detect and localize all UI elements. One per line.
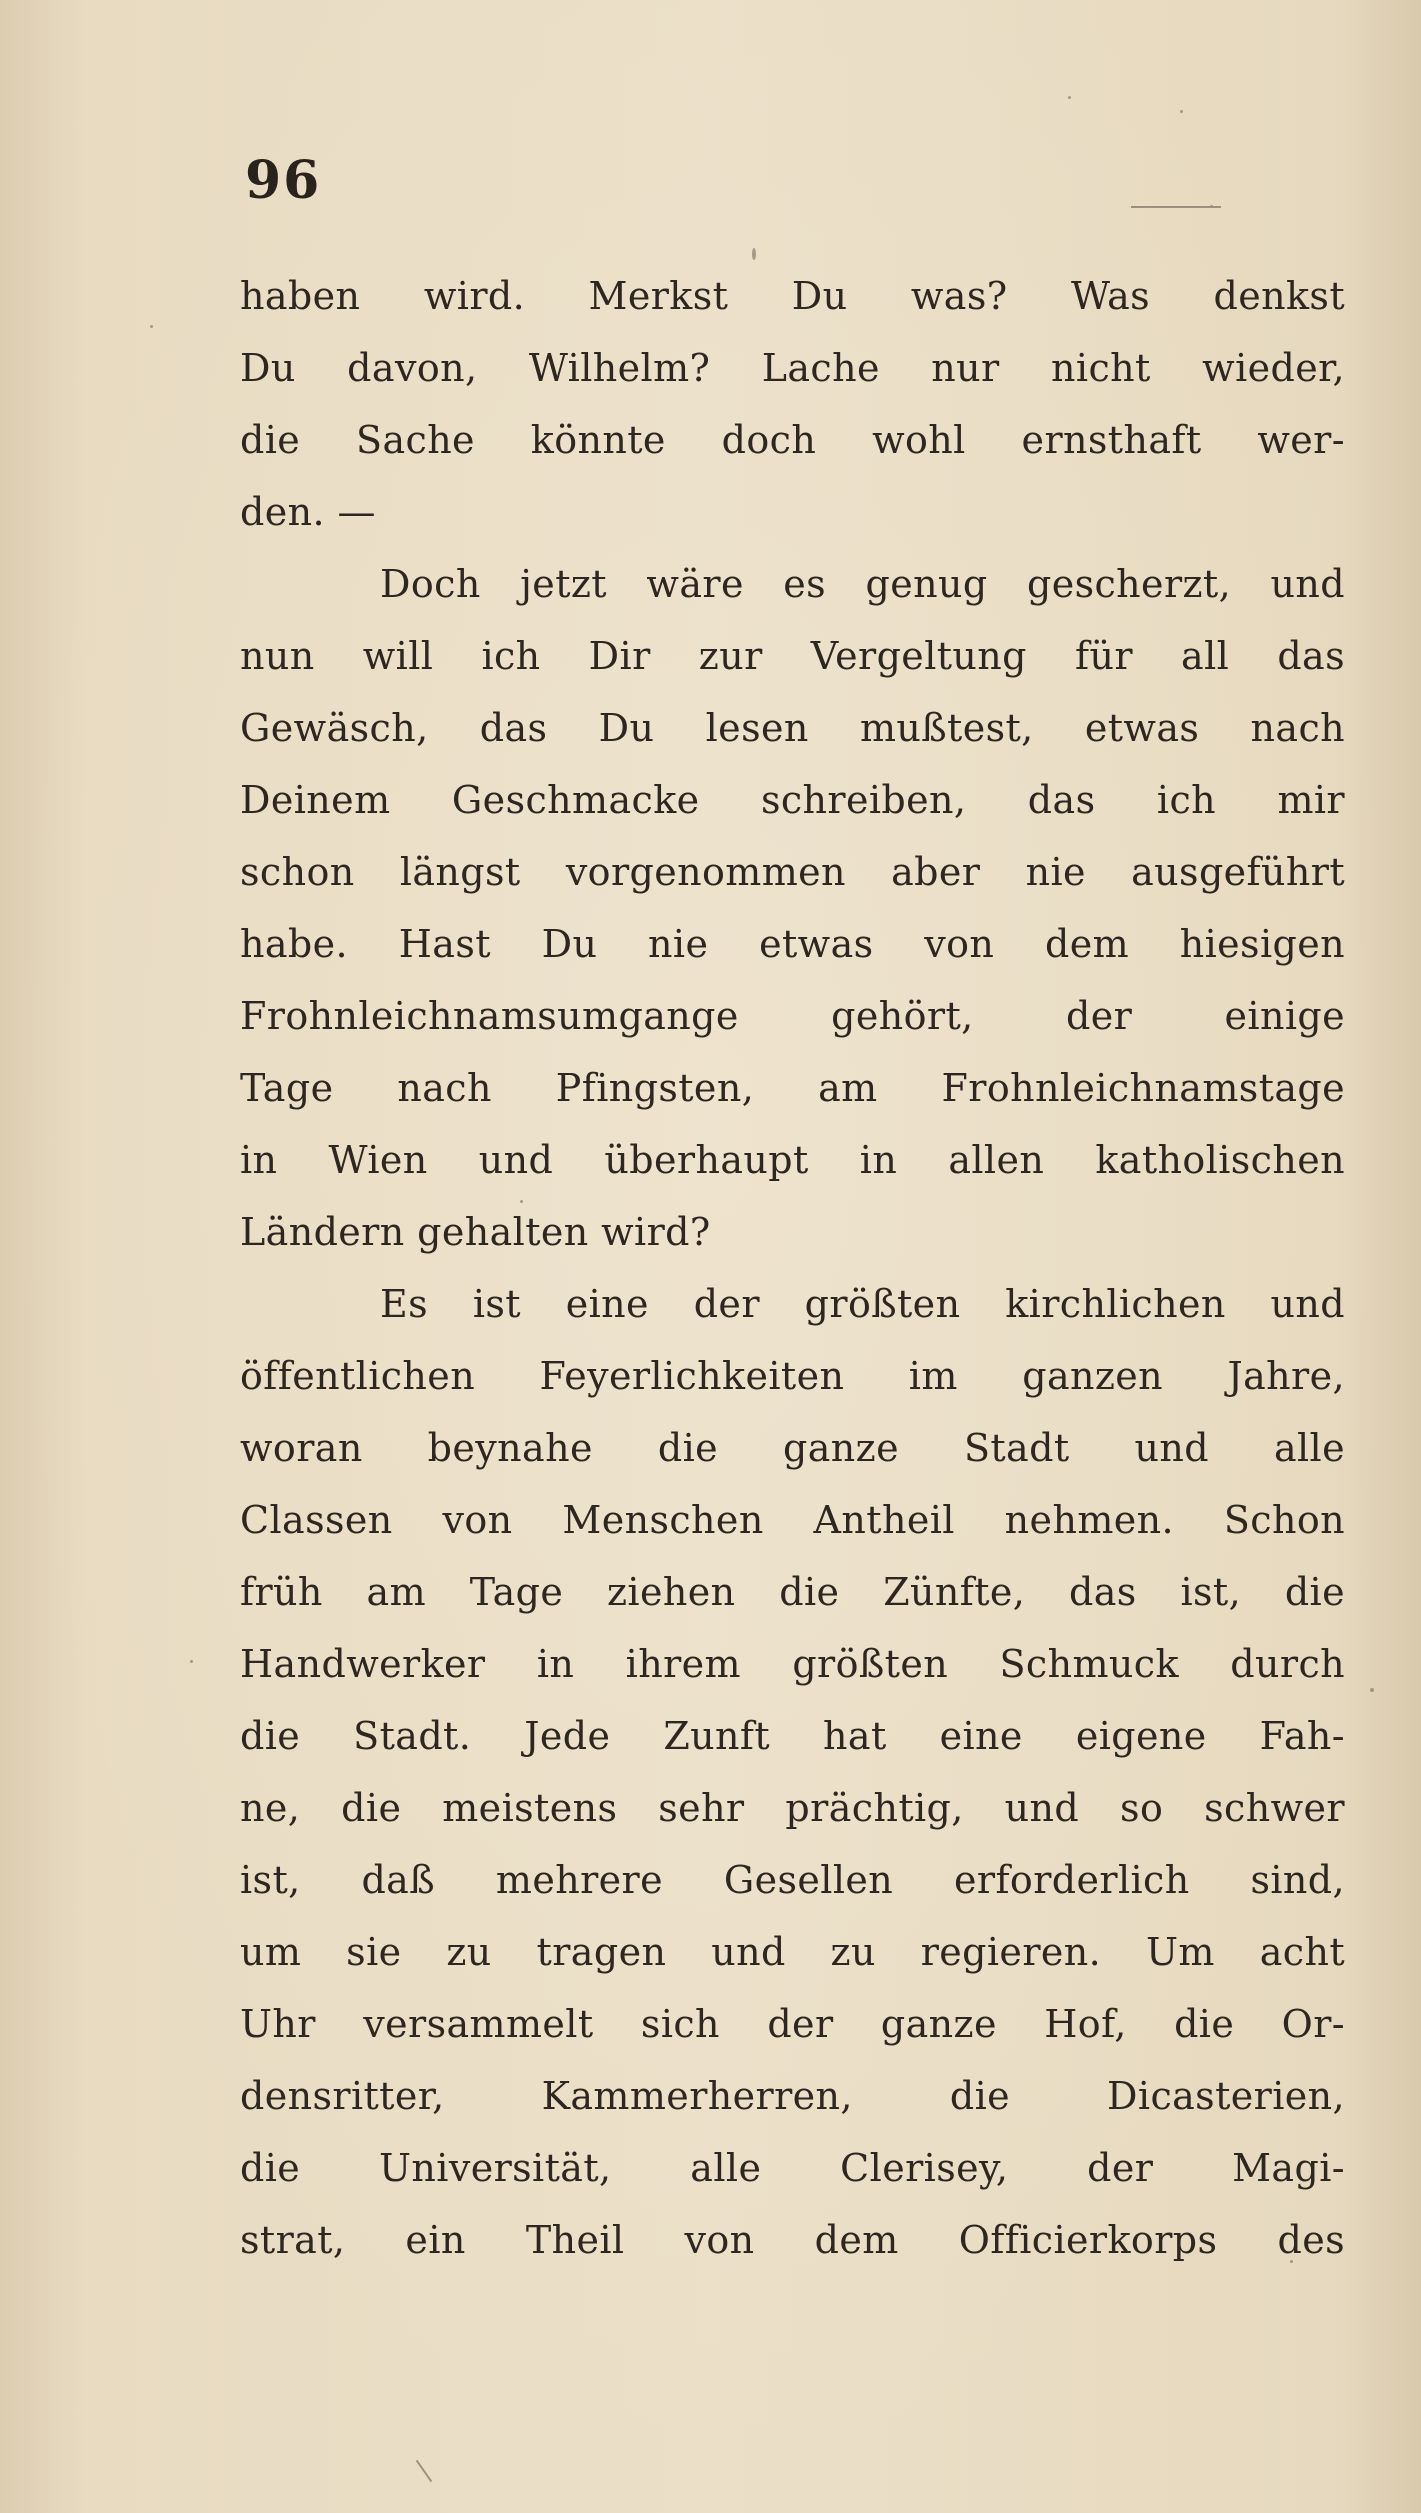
paper-speck bbox=[1180, 110, 1183, 113]
text-line: haben wird. Merkst Du was? Was denkst bbox=[240, 274, 1345, 318]
paper-speck bbox=[1068, 96, 1071, 99]
text-line: Du davon, Wilhelm? Lache nur nicht wieder, bbox=[240, 346, 1345, 390]
text-line: schon längst vorgenommen aber nie ausgeführt bbox=[240, 850, 1345, 894]
text-line: woran beynahe die ganze Stadt und alle bbox=[240, 1426, 1345, 1470]
text-line: Handwerker in ihrem größten Schmuck durch bbox=[240, 1642, 1345, 1686]
text-line: die Universität, alle Clerisey, der Magi- bbox=[240, 2146, 1345, 2190]
text-line: nun will ich Dir zur Vergeltung für all das bbox=[240, 634, 1345, 678]
text-line: den. — bbox=[240, 490, 376, 534]
running-header bbox=[245, 150, 1221, 210]
text-line: Gewäsch, das Du lesen mußtest, etwas nach bbox=[240, 706, 1345, 750]
paper-mark bbox=[416, 2460, 433, 2482]
text-line: öffentlichen Feyerlichkeiten im ganzen Jahre, bbox=[240, 1354, 1345, 1398]
page-number: 96 bbox=[245, 150, 322, 211]
text-line: Frohnleichnamsumgange gehört, der einige bbox=[240, 994, 1345, 1038]
paper-speck bbox=[752, 248, 756, 260]
text-line: die Stadt. Jede Zunft hat eine eigene Fah- bbox=[240, 1714, 1345, 1758]
text-line: Tage nach Pfingsten, am Frohnleichnamstage bbox=[240, 1066, 1345, 1110]
text-line: Classen von Menschen Antheil nehmen. Schon bbox=[240, 1498, 1345, 1542]
paper-speck bbox=[1370, 1688, 1374, 1692]
paper-speck bbox=[150, 325, 153, 328]
header-rule bbox=[1131, 206, 1221, 208]
paragraph-first-line: Doch jetzt wäre es genug gescherzt, und bbox=[380, 562, 1345, 606]
text-line: früh am Tage ziehen die Zünfte, das ist, die bbox=[240, 1570, 1345, 1614]
paper-speck bbox=[190, 1660, 193, 1663]
text-line: ne, die meistens sehr prächtig, und so schwer bbox=[240, 1786, 1345, 1830]
text-line: strat, ein Theil von dem Officierkorps des bbox=[240, 2218, 1345, 2262]
text-line: um sie zu tragen und zu regieren. Um acht bbox=[240, 1930, 1345, 1974]
text-line: ist, daß mehrere Gesellen erforderlich sind, bbox=[240, 1858, 1345, 1902]
body-text bbox=[240, 260, 1345, 2276]
text-line: Deinem Geschmacke schreiben, das ich mir bbox=[240, 778, 1345, 822]
text-line: die Sache könnte doch wohl ernsthaft wer- bbox=[240, 418, 1345, 462]
text-line: Uhr versammelt sich der ganze Hof, die Or- bbox=[240, 2002, 1345, 2046]
text-line: in Wien und überhaupt in allen katholischen bbox=[240, 1138, 1345, 1182]
text-line: Ländern gehalten wird? bbox=[240, 1210, 711, 1254]
text-line: densritter, Kammerherren, die Dicasterien, bbox=[240, 2074, 1345, 2118]
text-line: habe. Hast Du nie etwas von dem hiesigen bbox=[240, 922, 1345, 966]
paragraph-first-line: Es ist eine der größten kirchlichen und bbox=[380, 1282, 1345, 1326]
